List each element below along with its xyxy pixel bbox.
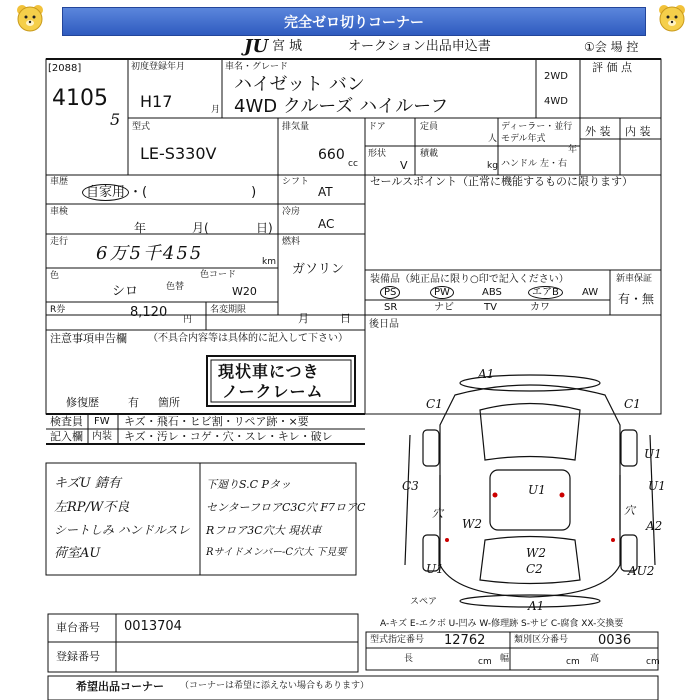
deposit-month: 月 (298, 312, 309, 325)
model-value: LE-S330V (140, 144, 217, 163)
checker-row2-tag: 内装 (92, 431, 112, 442)
vehicle-grade: 4WD クルーズ ハイルーフ (234, 96, 449, 117)
dim-length-unit: cm (478, 657, 492, 667)
diag-label-c3: C3 (402, 479, 419, 493)
cert-class-value: 0036 (598, 633, 632, 648)
diag-label-hole-right: 穴 (624, 504, 635, 517)
diag-label-spare: スペア (410, 597, 438, 607)
use-value: 自家用 ・( ) (82, 186, 256, 199)
doors-label: ドア (368, 122, 386, 132)
cert-value: 12762 (444, 633, 486, 648)
owner-label: 後日品 (369, 319, 399, 330)
venue-copy: ①会 場 控 (584, 40, 639, 54)
dim-height-unit: cm (646, 657, 660, 667)
equipment-abs: ABS (482, 287, 502, 298)
car-number-value: 0013704 (124, 619, 182, 634)
displacement-label: 排気量 (282, 122, 310, 132)
equipment-tv: TV (484, 302, 497, 313)
equipment-aw: AW (582, 287, 599, 298)
dim-width-unit: cm (566, 657, 580, 667)
diag-label-c2: C2 (526, 562, 543, 576)
vehicle-name: ハイゼット バン (234, 74, 365, 95)
color-code-label: 色コード (200, 270, 237, 280)
shift-value: AT (318, 185, 333, 199)
use-label: 車歴 (50, 177, 69, 187)
diag-label-w2-mid: W2 (462, 517, 482, 531)
diag-label-hole-left: 穴 (432, 507, 443, 520)
fuel-value: ガソリン (292, 262, 345, 277)
recycle-value: 8,120 (130, 305, 168, 320)
grade-label: 評 価 点 (592, 61, 632, 74)
equipment-label: 装備品（純正品に限り○印で記入ください） (370, 274, 569, 285)
mileage-unit: km (262, 257, 276, 267)
stamp-line1: 現状車につき (218, 362, 320, 381)
dim-width: 幅 (500, 654, 510, 664)
aircon-label: 冷房 (282, 207, 301, 217)
checker-row2-text: キズ・汚レ・コゲ・穴・スレ・キレ・破レ (124, 430, 333, 443)
aircon-value: AC (318, 217, 335, 231)
recycle-unit: 円 (183, 315, 193, 325)
car-number-label: 車台番号 (56, 621, 100, 634)
lot-code: [2088] (48, 63, 82, 74)
color-tone-label: 色替 (166, 282, 185, 292)
diag-label-a1-bottom: A1 (528, 599, 545, 613)
exterior-label: 外 装 (585, 125, 611, 138)
remark-left-2: 左RP/W不良 (54, 500, 130, 515)
repair-label: 修復歴 (66, 396, 99, 409)
org-name: 宮 城 (272, 39, 303, 54)
drive-2wd: 2WD (544, 71, 568, 82)
lot-note: 5 (110, 110, 121, 129)
first-reg-month-unit: 月 (211, 105, 221, 115)
ju-logo: JU (244, 36, 269, 57)
remark-right-1: 下廻りS.C Pタッ (206, 478, 291, 491)
color-value: シロ (112, 284, 139, 299)
inspection-day: 日) (256, 221, 273, 235)
diag-label-w2-rear: W2 (526, 546, 546, 560)
color-code: W20 (232, 285, 257, 298)
recycle-label: R券 (50, 305, 66, 315)
notes-sub: （不具合内容等は具体的に記入して下さい） (148, 333, 348, 344)
diag-label-u1-rear: U1 (426, 562, 444, 576)
diag-label-au2: AU2 (628, 564, 655, 578)
load-label: 積載 (420, 149, 439, 159)
remark-right-3: Rフロア3C穴大 現状車 (206, 524, 322, 537)
model-year-unit: 年 (568, 145, 578, 155)
model-year-label: モデル年式 (501, 134, 546, 144)
checker-row1-tag: FW (94, 416, 110, 427)
dim-height: 高 (590, 654, 600, 664)
diag-label-c1-right: C1 (624, 397, 641, 411)
repair-value: 有 (128, 396, 139, 409)
displacement-value: 660 (318, 147, 345, 163)
equipment-navi: ナビ (434, 302, 454, 313)
checker-label2: 記入欄 (50, 430, 83, 443)
color-label: 色 (50, 271, 60, 281)
first-reg-year: H17 (140, 92, 173, 111)
first-reg-label: 初度登録年月 (131, 62, 186, 72)
diag-label-u1-center: U1 (528, 483, 546, 497)
load-unit: kg (487, 161, 498, 171)
deposit-label: 名変期限 (210, 305, 247, 315)
shape-value: V (400, 159, 408, 172)
new-car-warranty-value: 有・無 (618, 292, 655, 306)
bottom-corner-note: （コーナーは希望に添えない場合もあります） (180, 681, 370, 691)
equipment-pw: PW (430, 288, 454, 298)
steering-options: 左・右 (540, 159, 568, 169)
vehicle-name-label: 車名・グレード (225, 62, 289, 72)
damage-legend: A-キズ E-エクボ U-凹み W-修理跡 S-サビ C-腐食 XX-交換要 (380, 619, 624, 629)
inspection-month: 月( (192, 221, 209, 235)
bottom-corner-label: 希望出品コーナー (76, 680, 164, 693)
mileage-label: 走行 (50, 237, 69, 247)
capacity-label: 定員 (420, 122, 439, 132)
lot-number: 4105 (52, 86, 108, 111)
inspection-year: 年 (134, 221, 147, 235)
sales-point-label: セールスポイント（正常に機能するものに限ります） (370, 175, 634, 188)
equipment-ps: PS (380, 288, 400, 298)
checker-label1: 検査員 (50, 415, 83, 428)
equipment-airbag: エアB (528, 288, 563, 298)
interior-label: 内 装 (625, 125, 651, 138)
cert-class-label: 類別区分番号 (514, 635, 569, 645)
diag-label-u1-right2: U1 (648, 479, 666, 493)
notes-label: 注意事項申告欄 (50, 332, 127, 345)
shift-label: シフト (282, 177, 310, 187)
displacement-unit: cc (348, 159, 358, 169)
banner-title: 完全ゼロ切りコーナー (62, 7, 646, 36)
shape-label: 形状 (368, 149, 387, 159)
diag-label-a1-top: A1 (478, 367, 495, 381)
remark-left-4: 荷室AU (54, 546, 101, 561)
checker-row1-text: キズ・飛石・ヒビ割・リペア跡・×要 (124, 415, 309, 428)
inspection-label: 車検 (50, 207, 69, 217)
reg-number-label: 登録番号 (56, 650, 100, 663)
remark-right-4: Rサイドメンバー-C穴大 下見要 (206, 547, 347, 558)
dealer-label: ディーラー・並行 (501, 122, 573, 132)
equipment-sr: SR (384, 302, 398, 313)
remark-left-3: シートしみ ハンドルスレ (54, 523, 190, 537)
mileage-value: 6万5千455 (96, 243, 204, 264)
stamp-line2: ノークレーム (222, 382, 324, 401)
sheet-title: オークション出品申込書 (348, 39, 491, 54)
dim-length: 長 (404, 654, 414, 664)
diag-label-a2: A2 (646, 519, 663, 533)
deposit-day: 日 (340, 312, 351, 325)
remark-left-1: キズU 錆有 (54, 476, 121, 491)
repair-tail: 箇所 (158, 396, 180, 409)
fuel-label: 燃料 (282, 237, 301, 247)
grade-grid (580, 118, 661, 175)
remark-right-2: センターフロアC3C穴 F7ロアC (206, 501, 366, 514)
diag-label-c1-left: C1 (426, 397, 443, 411)
cert-label: 型式指定番号 (370, 635, 425, 645)
drive-4wd: 4WD (544, 96, 568, 107)
diag-label-u1-right: U1 (644, 447, 662, 461)
steering-label: ハンドル (501, 159, 538, 169)
capacity-unit: 人 (488, 134, 498, 144)
equipment-leather: カワ (530, 302, 550, 313)
model-label: 型式 (132, 122, 151, 132)
new-car-warranty-label: 新車保証 (616, 274, 653, 284)
